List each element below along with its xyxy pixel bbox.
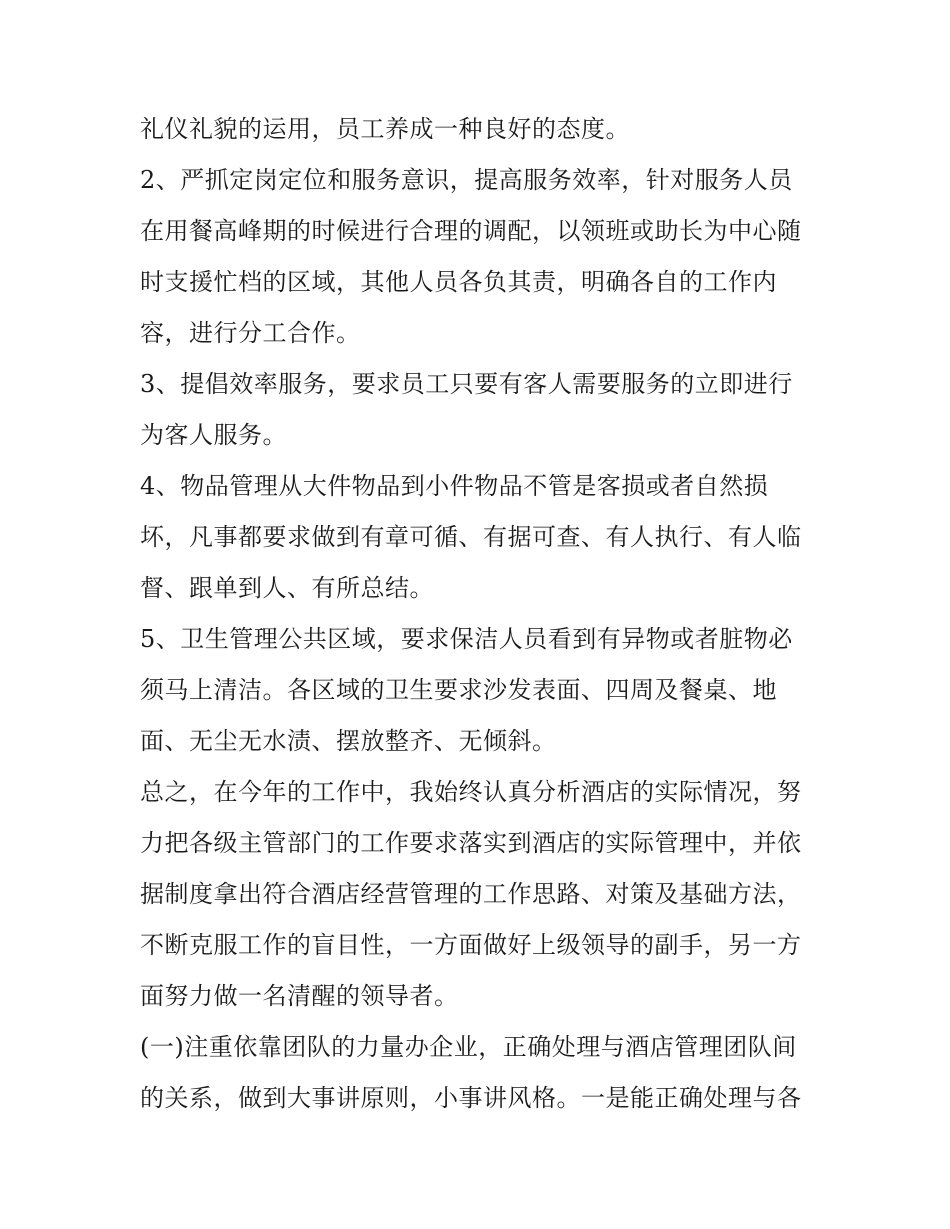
text-line: 面、无尘无水渍、摆放整齐、无倾斜。 <box>140 727 557 755</box>
text-line: (一)注重依靠团队的力量办企业，正确处理与酒店管理团队间 <box>140 1033 797 1061</box>
text-line: 3、提倡效率服务，要求员工只要有客人需要服务的立即进行 <box>140 370 793 398</box>
text-line: 为客人服务。 <box>140 421 287 449</box>
text-line: 面努力做一名清醒的领导者。 <box>140 982 459 1010</box>
text-line: 时支援忙档的区域，其他人员各负其责，明确各自的工作内 <box>140 268 777 296</box>
text-line: 据制度拿出符合酒店经营管理的工作思路、对策及基础方法， <box>140 880 802 908</box>
text-line: 的关系，做到大事讲原则，小事讲风格。一是能正确处理与各 <box>140 1084 802 1112</box>
text-line: 力把各级主管部门的工作要求落实到酒店的实际管理中，并依 <box>140 829 802 857</box>
text-line: 不断克服工作的盲目性，一方面做好上级领导的副手，另一方 <box>140 931 802 959</box>
text-line: 在用餐高峰期的时候进行合理的调配，以领班或助长为中心随 <box>140 217 802 245</box>
text-line: 须马上清洁。各区域的卫生要求沙发表面、四周及餐桌、地 <box>140 676 777 704</box>
text-line: 坏，凡事都要求做到有章可循、有据可查、有人执行、有人临 <box>140 523 802 551</box>
text-line: 4、物品管理从大件物品到小件物品不管是客损或者自然损 <box>140 472 769 500</box>
text-line: 2、严抓定岗定位和服务意识，提高服务效率，针对服务人员 <box>140 166 793 194</box>
text-line: 容，进行分工合作。 <box>140 319 361 347</box>
text-line: 礼仪礼貌的运用，员工养成一种良好的态度。 <box>140 115 630 143</box>
text-line: 5、卫生管理公共区域，要求保洁人员看到有异物或者脏物必 <box>140 625 793 653</box>
text-line: 总之，在今年的工作中，我始终认真分析酒店的实际情况，努 <box>140 778 802 806</box>
text-line: 督、跟单到人、有所总结。 <box>140 574 434 602</box>
body-text <box>140 104 820 1124</box>
